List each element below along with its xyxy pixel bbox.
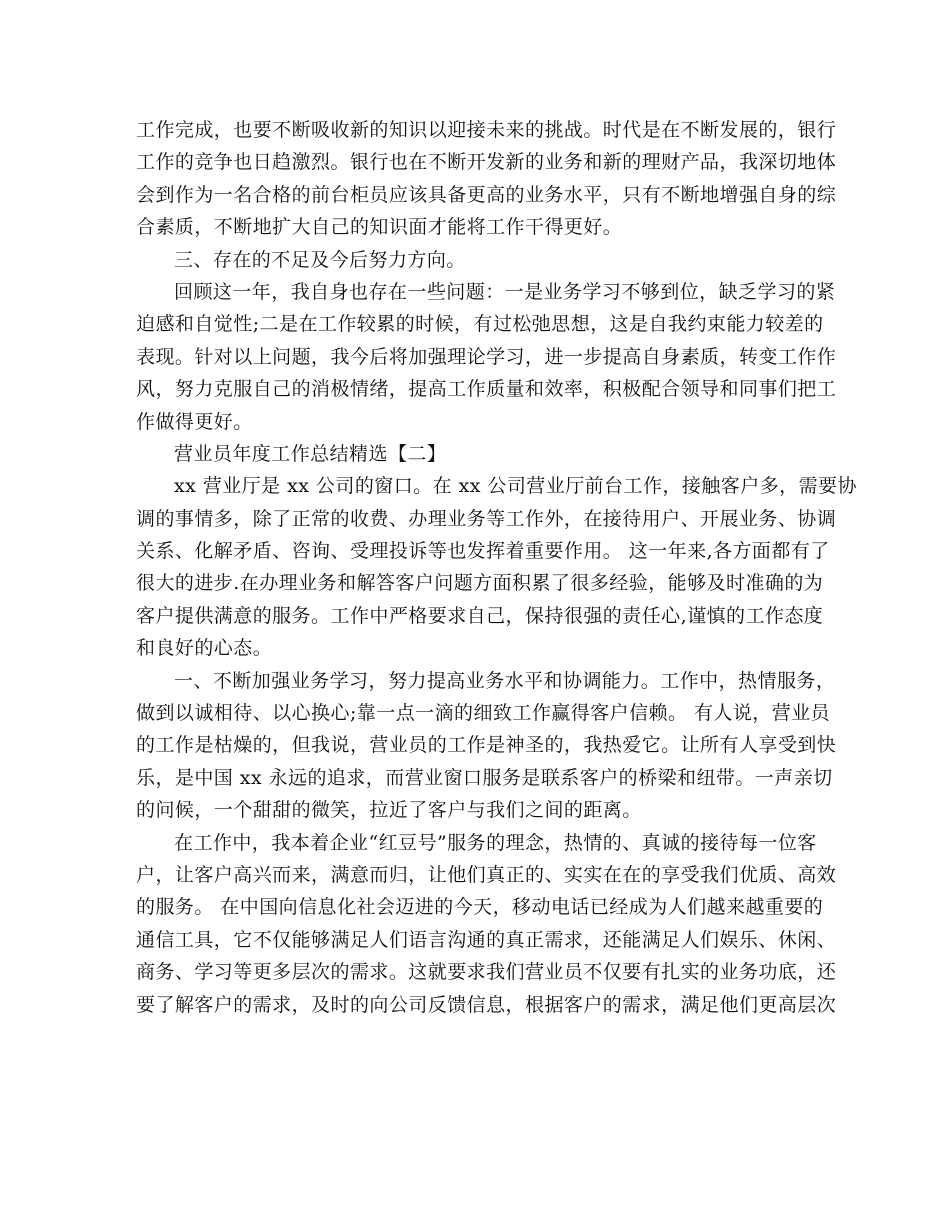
text-line: xx 营业厅是 xx 公司的窗口。在 xx 公司营业厅前台工作，接触客户多，需要协 [174,475,857,498]
text-line: 和良好的心态。 [136,637,273,660]
text-line: 的工作是枯燥的，但我说，营业员的工作是神圣的，我热爱它。让所有人享受到快 [136,734,837,757]
text-line: 工作完成，也要不断吸收新的知识以迎接未来的挑战。时代是在不断发展的，银行 [136,119,837,141]
text-line: 调的事情多，除了正常的收费、办理业务等工作外，在接待用户、开展业务、协调 [136,507,837,530]
section-heading: 三、存在的不足及今后努力方向。 [174,248,466,271]
text-line: 很大的进步.在办理业务和解答客户问题方面积累了很多经验，能够及时准确的为 [136,572,824,595]
text-line: 迫感和自觉性;二是在工作较累的时候，有过松弛思想，这是自我约束能力较差的 [136,313,824,336]
text-line: 一、不断加强业务学习，努力提高业务水平和协调能力。工作中，热情服务， [174,669,836,692]
text-line: 回顾这一年，我自身也存在一些问题：一是业务学习不够到位，缺乏学习的紧 [174,280,836,303]
text-line: 通信工具，它不仅能够满足人们语言沟通的真正需求，还能满足人们娱乐、休闲、 [136,928,837,951]
text-line: 乐，是中国 xx 永远的追求，而营业窗口服务是联系客户的桥梁和纽带。一声亲切 [136,766,833,789]
text-line: 表现。针对以上问题，我今后将加强理论学习，进一步提高自身素质，转变工作作 [136,345,837,368]
text-line: 要了解客户的需求，及时的向公司反馈信息，根据客户的需求，满足他们更高层次 [136,993,837,1016]
document-body [136,114,857,1021]
section-title: 营业员年度工作总结精选【二】 [174,442,447,465]
text-line: 商务、学习等更多层次的需求。这就要求我们营业员不仅要有扎实的业务功底，还 [136,961,837,984]
text-line: 户，让客户高兴而来，满意而归，让他们真正的、实实在在的享受我们优质、高效 [136,863,837,886]
text-line: 做到以诚相待、以心换心;靠一点一滴的细致工作赢得客户信赖。 有人说，营业员 [136,702,831,725]
text-line: 会到作为一名合格的前台柜员应该具备更高的业务水平，只有不断地增强自身的综 [136,183,837,206]
text-line: 合素质，不断地扩大自己的知识面才能将工作干得更好。 [136,216,623,239]
text-line: 的服务。 在中国向信息化社会迈进的今天，移动电话已经成为人们越来越重要的 [136,896,824,919]
text-line: 工作的竞争也日趋激烈。银行也在不断开发新的业务和新的理财产品，我深切地体 [136,151,837,174]
text-line: 作做得更好。 [136,410,253,433]
text-line: 客户提供满意的服务。工作中严格要求自己，保持很强的责任心,谨慎的工作态度 [136,604,824,627]
text-line: 在工作中，我本着企业“红豆号”服务的理念，热情的、真诚的接待每一位客 [174,831,817,854]
text-line: 的问候，一个甜甜的微笑，拉近了客户与我们之间的距离。 [136,799,642,822]
text-line: 风，努力克服自己的消极情绪，提高工作质量和效率，积极配合领导和同事们把工 [136,378,837,401]
text-line: 关系、化解矛盾、咨询、受理投诉等也发挥着重要作用。 这一年来,各方面都有了 [136,540,830,563]
